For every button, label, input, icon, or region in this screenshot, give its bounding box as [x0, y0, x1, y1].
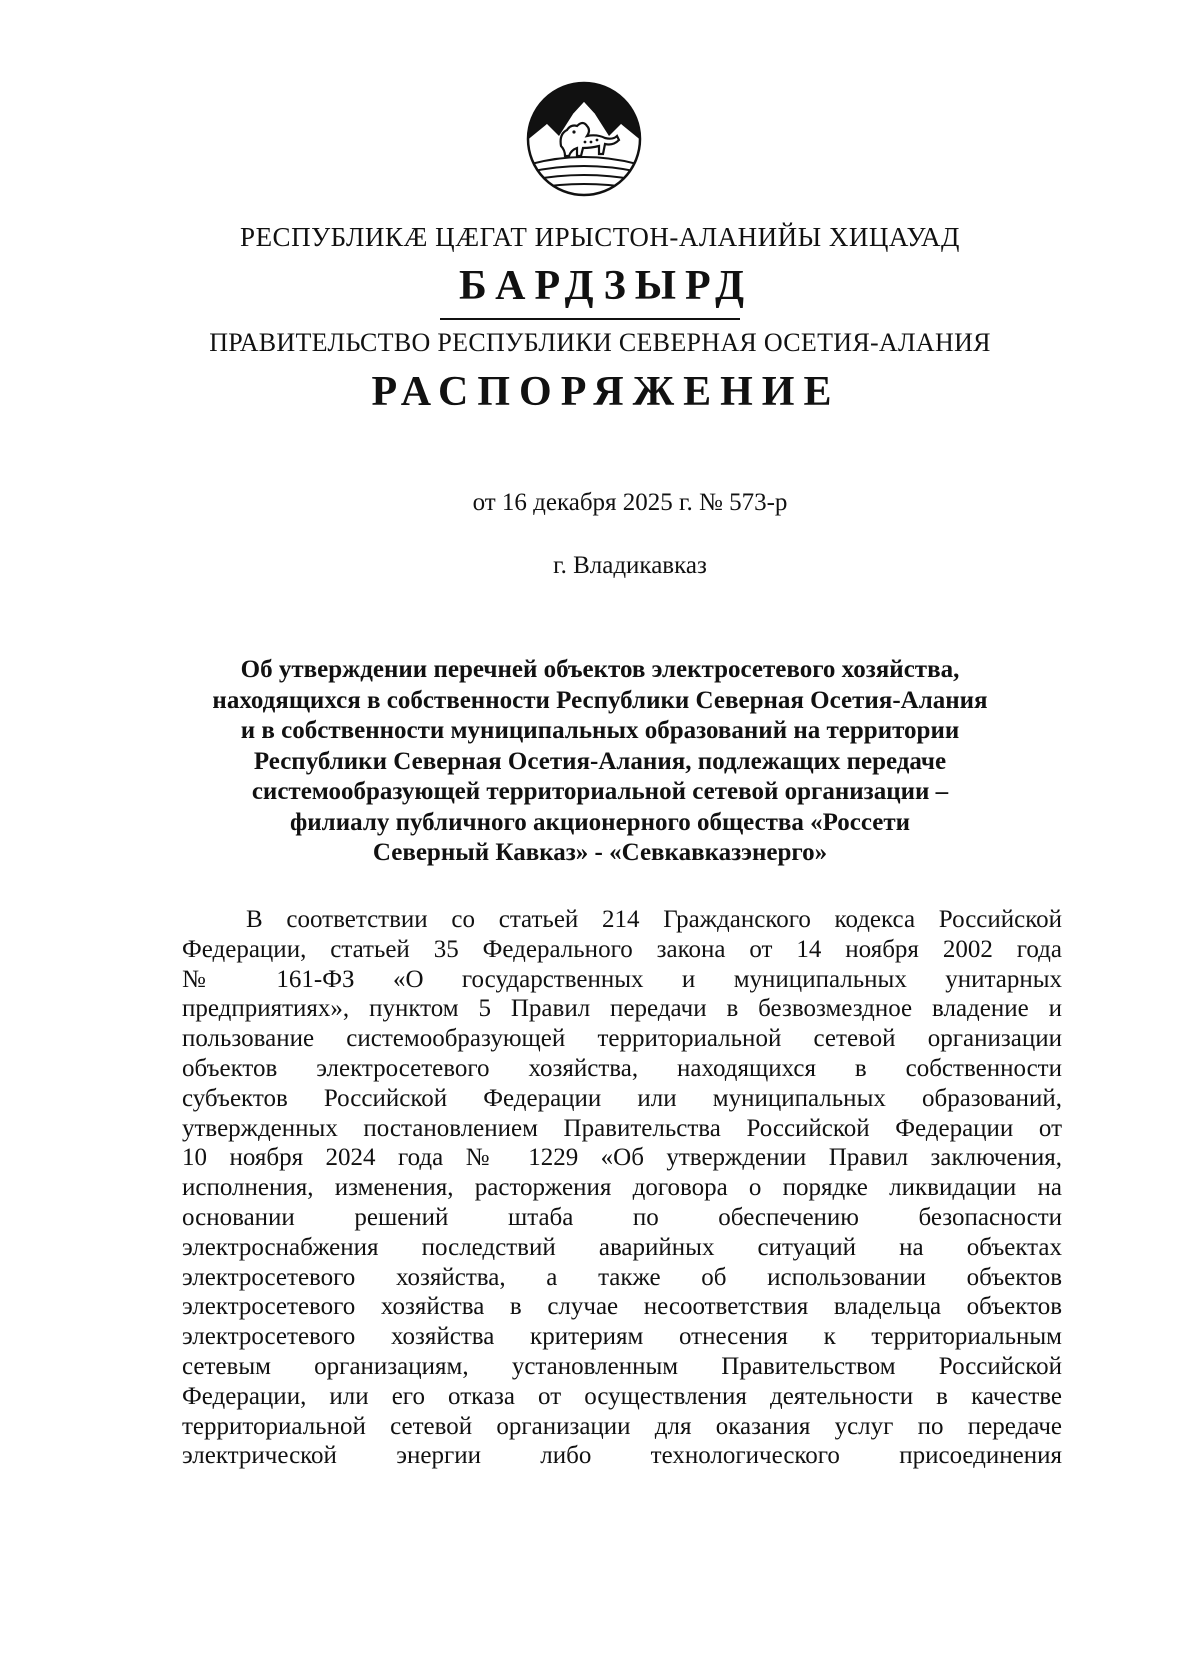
body-line: Федерации, статьей 35 Федерального закона от 14 ноября 2002 года — [182, 935, 1062, 963]
body-line: исполнения, изменения, расторжения договора о порядке ликвидации на — [182, 1174, 1062, 1202]
body-line: сетевым организациям, установленным Правительством Российской — [182, 1352, 1062, 1380]
body-line: электроснабжения последствий аварийных ситуаций на объектах — [182, 1233, 1062, 1261]
body-line: В соответствии со статьей 214 Гражданского кодекса Российской — [246, 906, 1062, 933]
body-line: электросетевого хозяйства в случае несоответствия владельца объектов — [182, 1293, 1062, 1321]
ossetian-government-name: РЕСПУБЛИКÆ ЦÆГАТ ИРЫСТОН-АЛАНИЙЫ ХИЦАУАД — [240, 222, 960, 252]
body-line: утвержденных постановлением Правительства Российской Федерации от — [182, 1114, 1062, 1142]
subject-line: системообразующей территориальной сетевой организации – — [251, 778, 949, 805]
subject-line: находящихся в собственности Республики Северная Осетия-Алания — [212, 686, 988, 714]
document-date-number: от 16 декабря 2025 г. № 573-р — [472, 489, 788, 516]
body-line: предприятиях», пунктом 5 Правил передачи в безвозмездное владение и — [182, 995, 1062, 1023]
body-line: объектов электросетевого хозяйства, находящихся в собственности — [182, 1054, 1062, 1082]
document-body — [182, 905, 1062, 1471]
body-line: № 161-ФЗ «О государственных и муниципальных унитарных — [182, 965, 1062, 993]
subject-line: Северный Кавказ» - «Севкавказэнерго» — [372, 839, 828, 866]
ossetian-document-type: БАРДЗЫРД — [458, 263, 754, 309]
coat-of-arms-icon — [525, 80, 643, 198]
document-subject — [150, 655, 1050, 869]
document-city: г. Владикавказ — [553, 552, 707, 579]
subject-line: филиалу публичного акционерного общества «Россети — [289, 808, 911, 836]
body-line: электрической энергии либо технологического присоединения — [182, 1442, 1062, 1470]
subject-line: Об утверждении перечней объектов электросетевого хозяйства, — [240, 656, 960, 683]
russian-government-name: ПРАВИТЕЛЬСТВО РЕСПУБЛИКИ СЕВЕРНАЯ ОСЕТИЯ-АЛАНИЯ — [209, 328, 991, 357]
body-line: территориальной сетевой организации для оказания услуг по передаче — [182, 1412, 1062, 1440]
body-line: пользование системообразующей территориальной сетевой организации — [182, 1025, 1062, 1053]
document-type-title: РАСПОРЯЖЕНИЕ — [371, 369, 841, 415]
body-line: 10 ноября 2024 года № 1229 «Об утверждении Правил заключения, — [182, 1144, 1062, 1172]
body-line: электросетевого хозяйства критериям отнесения к территориальным — [182, 1323, 1062, 1351]
body-line: Федерации, или его отказа от осуществления деятельности в качестве — [182, 1382, 1062, 1410]
subject-line: и в собственности муниципальных образований на территории — [240, 717, 960, 744]
body-line: электросетевого хозяйства, а также об использовании объектов — [182, 1263, 1062, 1291]
body-line: основании решений штаба по обеспечению безопасности — [182, 1203, 1062, 1231]
header-divider — [440, 318, 740, 320]
body-line: субъектов Российской Федерации или муниципальных образований, — [182, 1084, 1062, 1112]
subject-line: Республики Северная Осетия-Алания, подлежащих передаче — [253, 747, 947, 775]
